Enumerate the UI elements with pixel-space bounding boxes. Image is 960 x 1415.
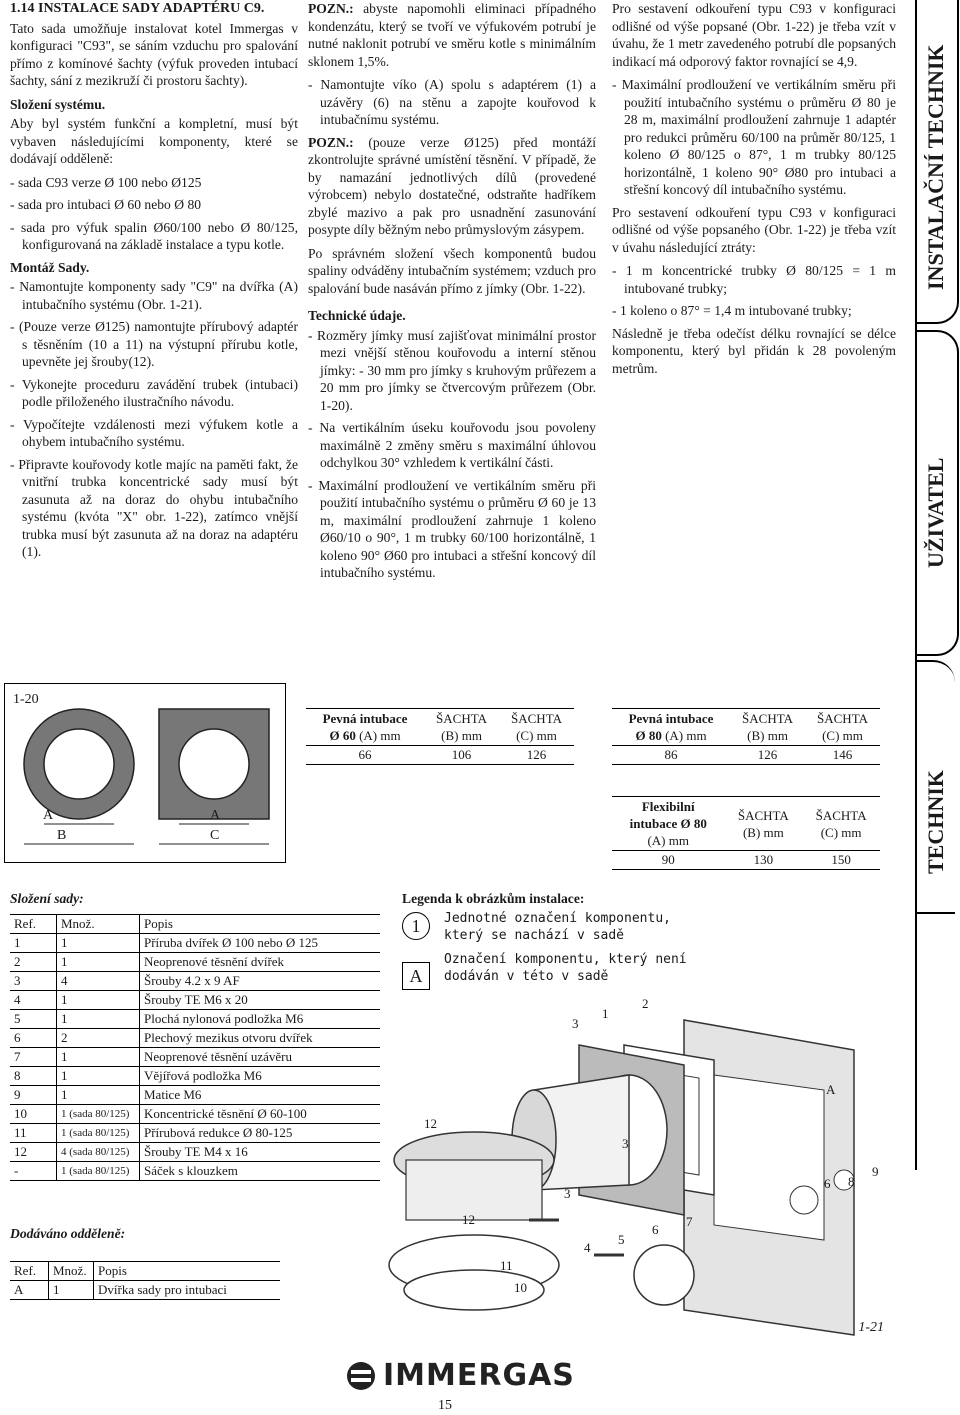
table-header: Množ. xyxy=(49,1262,94,1281)
table-cell: 2 xyxy=(57,1029,140,1048)
list-item: - Připravte kouřovody kotle majíc na paměti fakt, že vnitřní trubka koncentrické sady musí být zasunuta až na doraz do ohybu intubačního systému (kvóta "X" obr. 1-22), zatímco vnější trubka musí být zasunuta až na doraz na adaptéru (1). xyxy=(10,456,298,561)
table-cell: 1 xyxy=(57,1010,140,1029)
table-header-row xyxy=(10,1262,280,1281)
callout-number: 10 xyxy=(514,1280,527,1295)
section-heading: 1.14 INSTALACE SADY ADAPTÉRU C9. xyxy=(10,1,265,16)
callout-number: 4 xyxy=(584,1240,591,1255)
washer xyxy=(790,1186,818,1214)
legend-text-2: Označení komponentu, který není dodáván v této v sadě xyxy=(444,952,687,984)
list-item: - sada C93 verze Ø 100 nebo Ø125 xyxy=(10,174,298,192)
table-cell: Vějířová podložka M6 xyxy=(140,1067,381,1086)
paragraph: Následně je třeba odečíst délku rovnající se délce komponentu, který byl přidán k 28 povoleným metrům. xyxy=(612,325,896,376)
table-cell: 1 xyxy=(10,934,57,953)
table-cell: 1 xyxy=(57,1086,140,1105)
table-row xyxy=(10,1086,380,1105)
table-cell: A xyxy=(10,1281,49,1300)
table-cell: Dvířka sady pro intubaci xyxy=(94,1281,281,1300)
table-cell: Matice M6 xyxy=(140,1086,381,1105)
subheading-assembly: Montáž Sady. xyxy=(10,259,90,275)
table-cell: Plochá nylonová podložka M6 xyxy=(140,1010,381,1029)
table-row xyxy=(10,972,380,991)
note-2 xyxy=(308,134,596,239)
round-shaft-pipe xyxy=(44,729,114,799)
table-flexible-80 xyxy=(612,796,880,870)
paragraph: Pro sestavení odkouření typu C93 v konfiguraci odlišné od výše popsaného (Obr. 1-22) je třeba vzít v úvahu následující ztráty: xyxy=(612,204,896,255)
table-cell: 7 xyxy=(10,1048,57,1067)
table-header: Ref. xyxy=(10,1262,49,1281)
table-cell: 1 xyxy=(49,1281,94,1300)
table-cell: 90 xyxy=(612,851,724,870)
table-cell: 4 (sada 80/125) xyxy=(57,1143,140,1162)
table-cell: 1 (sada 80/125) xyxy=(57,1162,140,1181)
table-cell: 106 xyxy=(424,746,499,765)
callout-number: 11 xyxy=(500,1258,513,1273)
callout-number: 9 xyxy=(872,1164,879,1179)
column-3 xyxy=(612,0,896,383)
table-row xyxy=(10,1124,380,1143)
table-row xyxy=(10,1281,280,1300)
list-item: - (Pouze verze Ø125) namontujte přírubový adaptér s těsněním (10 a 11) na výstupní přírubu kotle, upevněte jej šrouby(12). xyxy=(10,318,298,371)
list-item: - Maximální prodloužení ve vertikálním směru při použití intubačního systému o průměru Ø 60 je 13 m, maximální prodloužení zahrnuje 1 koleno Ø60/10 o 90°, 1 m trubky 60/100 horizontálně, 1 koleno 90° Ø60 pro intubaci a střešní koncový díl intubačního systému. xyxy=(308,477,596,582)
table-cell: 4 xyxy=(10,991,57,1010)
table-cell: 150 xyxy=(802,851,880,870)
callout-number: A xyxy=(826,1082,836,1097)
table-header: ŠACHTA (C) mm xyxy=(499,709,574,746)
table-cell: 10 xyxy=(10,1105,57,1124)
table-cell: 11 xyxy=(10,1124,57,1143)
table-cell: 1 xyxy=(57,934,140,953)
table-row xyxy=(10,1067,380,1086)
table-cell: Plechový mezikus otvoru dvířek xyxy=(140,1029,381,1048)
side-tabs xyxy=(915,0,960,1170)
table-rigid-60 xyxy=(306,708,574,765)
list-item: - Rozměry jímky musí zajišťovat minimální prostor mezi vnější stěnou kouřovodu a interní stěnou jímky: - 30 mm pro jímky s kruhovým průřezem a 20 mm pro jímky se čtvercovým průřezem (Obr. 1-20). xyxy=(308,327,596,415)
table-header: ŠACHTA (B) mm xyxy=(424,709,499,746)
table-cell: 5 xyxy=(10,1010,57,1029)
table-header: Pevná intubace Ø 60 (A) mm xyxy=(306,709,424,746)
note-label: POZN.: xyxy=(308,134,354,150)
callout-number: 8 xyxy=(848,1174,855,1189)
figure-1-20 xyxy=(4,683,286,863)
figure-label: 1-21 xyxy=(858,1320,884,1335)
list-item: - sada pro intubaci Ø 60 nebo Ø 80 xyxy=(10,196,298,214)
table-header: ŠACHTA (B) mm xyxy=(730,709,805,746)
table-header: ŠACHTA (C) mm xyxy=(805,709,880,746)
legend-title: Legenda k obrázkům instalace: xyxy=(402,891,585,906)
table-cell: 4 xyxy=(57,972,140,991)
list-item: - Namontujte víko (A) spolu s adaptérem (1) a uzávěry (6) na stěnu a zapojte kouřovod k intubačnímu systému. xyxy=(308,76,596,129)
table-cell: 6 xyxy=(10,1029,57,1048)
table-cell: 12 xyxy=(10,1143,57,1162)
table-cell: Neoprenové těsnění dvířek xyxy=(140,953,381,972)
table-header: Pevná intubace Ø 80 (A) mm xyxy=(612,709,730,746)
callout-number: 7 xyxy=(686,1214,693,1229)
subheading-system: Složení systému. xyxy=(10,96,106,112)
dim-label-b: B xyxy=(57,828,67,843)
legend-text-1: Jednotné označení komponentu, který se nachází v sadě xyxy=(444,911,671,943)
table-row xyxy=(10,1010,380,1029)
table-header: Popis xyxy=(140,915,381,934)
table-cell: 2 xyxy=(10,953,57,972)
figure-1-21 xyxy=(384,990,904,1350)
brand-logo xyxy=(345,1360,615,1392)
table-cell: 86 xyxy=(612,746,730,765)
table-cell: 66 xyxy=(306,746,424,765)
tab-installer xyxy=(917,0,959,324)
table-cell: Šrouby TE M6 x 20 xyxy=(140,991,381,1010)
tab-technician xyxy=(917,660,955,914)
table-cell: 1 (sada 80/125) xyxy=(57,1105,140,1124)
page-number: 15 xyxy=(438,1398,452,1413)
callout-number: 12 xyxy=(424,1116,437,1131)
table-row xyxy=(612,746,880,765)
table-row xyxy=(10,991,380,1010)
separate-title: Dodáváno odděleně: xyxy=(10,1226,126,1241)
note-text: abyste napomohli eliminaci případného kondenzátu, který se tvoří ve výfukovém potrubí je nutné naklonit potrubí ve směru kotle s minimálním sklonem 1,5%. xyxy=(308,1,596,69)
table-cell: Šrouby TE M4 x 16 xyxy=(140,1143,381,1162)
table-cell: Koncentrické těsnění Ø 60-100 xyxy=(140,1105,381,1124)
table-row xyxy=(10,1162,380,1181)
table-cell: 1 (sada 80/125) xyxy=(57,1124,140,1143)
exploded-view-diagram xyxy=(384,990,904,1350)
list-item: - Maximální prodloužení ve vertikálním směru při použití intubačního systému o průměru Ø 80 je 28 m, maximální prodloužení zahrnuje 1 adaptér pro redukci průměru 60/100 na průměr 80/125, 1 koleno Ø 80/125 o 87°, 1 m trubky 80/125 horizontálně, 1 koleno 90° Ø80 pro intubaci a střešní koncový díl intubačního systému. xyxy=(612,76,896,199)
column-1 xyxy=(10,0,298,566)
table-cell: Příruba dvířek Ø 100 nebo Ø 125 xyxy=(140,934,381,953)
note-1 xyxy=(308,0,596,70)
list-item: - 1 m koncentrické trubky Ø 80/125 = 1 m intubované trubky; xyxy=(612,262,896,297)
table-cell: 1 xyxy=(57,1067,140,1086)
callout-number: 1 xyxy=(602,1006,609,1021)
list-item: - Namontujte komponenty sady "C9" na dvířka (A) intubačního systému (Obr. 1-21). xyxy=(10,278,298,313)
table-header: Flexibilní intubace Ø 80 (A) mm xyxy=(612,797,724,851)
paragraph: Po správném složení všech komponentů budou spaliny odváděny intubačním systémem; vzduch pro spalování bude nasáván přímo z jímky (Obr. 1-22). xyxy=(308,245,596,296)
list-item: - Na vertikálním úseku kouřovodu jsou povoleny maximálně 2 změny směru s maximální úhlovou odchylkou 30° vzhledem k vertikální části. xyxy=(308,419,596,472)
table-row xyxy=(10,1105,380,1124)
table-cell: 1 xyxy=(57,1048,140,1067)
composition-title: Složení sady: xyxy=(10,891,84,906)
callout-number: 12 xyxy=(462,1212,475,1227)
table-header: Popis xyxy=(94,1262,281,1281)
table-cell: 126 xyxy=(730,746,805,765)
square-shaft-pipe xyxy=(179,729,249,799)
table-cell: 130 xyxy=(724,851,802,870)
list-item: - Vypočítejte vzdálenosti mezi výfukem kotle a ohybem intubačního systému. xyxy=(10,416,298,451)
note-label: POZN.: xyxy=(308,1,354,16)
table-cell: Přírubová redukce Ø 80-125 xyxy=(140,1124,381,1143)
tab-technician-label: TECHNIK xyxy=(923,770,948,874)
dim-label-a: A xyxy=(43,808,54,823)
table-cell: 3 xyxy=(10,972,57,991)
legend-symbol-circle: 1 xyxy=(402,912,430,940)
table-header-row xyxy=(10,915,380,934)
table-header: Množ. xyxy=(57,915,140,934)
table-cell: - xyxy=(10,1162,57,1181)
dim-label-a2: A xyxy=(210,808,221,823)
figure-label: 1-20 xyxy=(13,692,39,707)
table-row xyxy=(10,1048,380,1067)
table-cell: 146 xyxy=(805,746,880,765)
paragraph: Pro sestavení odkouření typu C93 v konfiguraci odlišné od výše popsané (Obr. 1-22) je třeba vzít v úvahu, že 1 metr zavedeného potrubí dle popsaných indikací má odporový faktor rovnající se 4,9. xyxy=(612,1,896,69)
table-cell: 1 xyxy=(57,991,140,1010)
table-row xyxy=(10,953,380,972)
tab-user-label: UŽIVATEL xyxy=(923,457,948,568)
table-row xyxy=(612,851,880,870)
note-text: (pouze verze Ø125) před montáží zkontrolujte správné umístění těsnění. V případě, že by namazání jednotlivých dílů (provedené výrobcem) nebylo dostatečné, odstraňte hadříkem zbylé mazivo a pak pro usnadnění zasunování posypte díly běžným nebo průmyslovým zásypem. xyxy=(308,134,596,237)
tab-installer-label: INSTALAČNÍ TECHNIK xyxy=(923,44,948,290)
table-row xyxy=(10,1029,380,1048)
callout-number: 6 xyxy=(652,1222,659,1237)
dim-label-c: C xyxy=(210,828,220,843)
column-2 xyxy=(308,0,596,587)
composition-table xyxy=(10,914,380,1181)
subheading-technical: Technické údaje. xyxy=(308,308,406,323)
table-header: Ref. xyxy=(10,915,57,934)
table-header: ŠACHTA (C) mm xyxy=(802,797,880,851)
table-header: ŠACHTA (B) mm xyxy=(724,797,802,851)
separate-table xyxy=(10,1261,280,1300)
door-plate-inner xyxy=(714,1075,824,1240)
table-cell: Neoprenové těsnění uzávěru xyxy=(140,1048,381,1067)
intro-text: Tato sada umožňuje instalovat kotel Immergas v konfiguraci "C93", se sáním vzduchu pro spalování přímo z komínové šachty (výfuk proveden intubací šachty, sání z mezikruží či prostoru šachty). xyxy=(10,20,298,88)
table-cell: 1 xyxy=(57,953,140,972)
table-cell: Šrouby 4.2 x 9 AF xyxy=(140,972,381,991)
callout-number: 3 xyxy=(622,1136,629,1151)
callout-number: 3 xyxy=(564,1186,571,1201)
table-rigid-80 xyxy=(612,708,880,765)
callout-number: 5 xyxy=(618,1232,625,1247)
callout-number: 3 xyxy=(572,1016,579,1031)
list-item: - Vykonejte proceduru zavádění trubek (intubaci) podle přiloženého ilustračního návodu. xyxy=(10,376,298,411)
legend-symbol-square: A xyxy=(402,962,430,990)
tab-user xyxy=(917,330,959,656)
table-cell: 8 xyxy=(10,1067,57,1086)
table-cell: 9 xyxy=(10,1086,57,1105)
callout-number: 2 xyxy=(642,996,649,1011)
callout-number: 6 xyxy=(824,1176,831,1191)
system-text: Aby byl systém funkční a kompletní, musí být vybaven následujícími komponenty, které se dodávají odděleně: xyxy=(10,116,298,166)
table-row xyxy=(306,746,574,765)
logo-mark-icon xyxy=(345,1360,379,1392)
brand-name: IMMERGAS xyxy=(383,1358,575,1393)
list-item: - 1 koleno o 87° = 1,4 m intubované trubky; xyxy=(612,302,896,320)
table-cell: Sáček s klouzkem xyxy=(140,1162,381,1181)
adapter-body xyxy=(406,1160,542,1220)
gasket-disc xyxy=(634,1245,694,1305)
table-row xyxy=(10,934,380,953)
table-row xyxy=(10,1143,380,1162)
shaft-diagram xyxy=(5,684,285,862)
list-item: - sada pro výfuk spalin Ø60/100 nebo Ø 80/125, konfigurovaná na základě instalace a typu kotle. xyxy=(10,219,298,254)
table-cell: 126 xyxy=(499,746,574,765)
